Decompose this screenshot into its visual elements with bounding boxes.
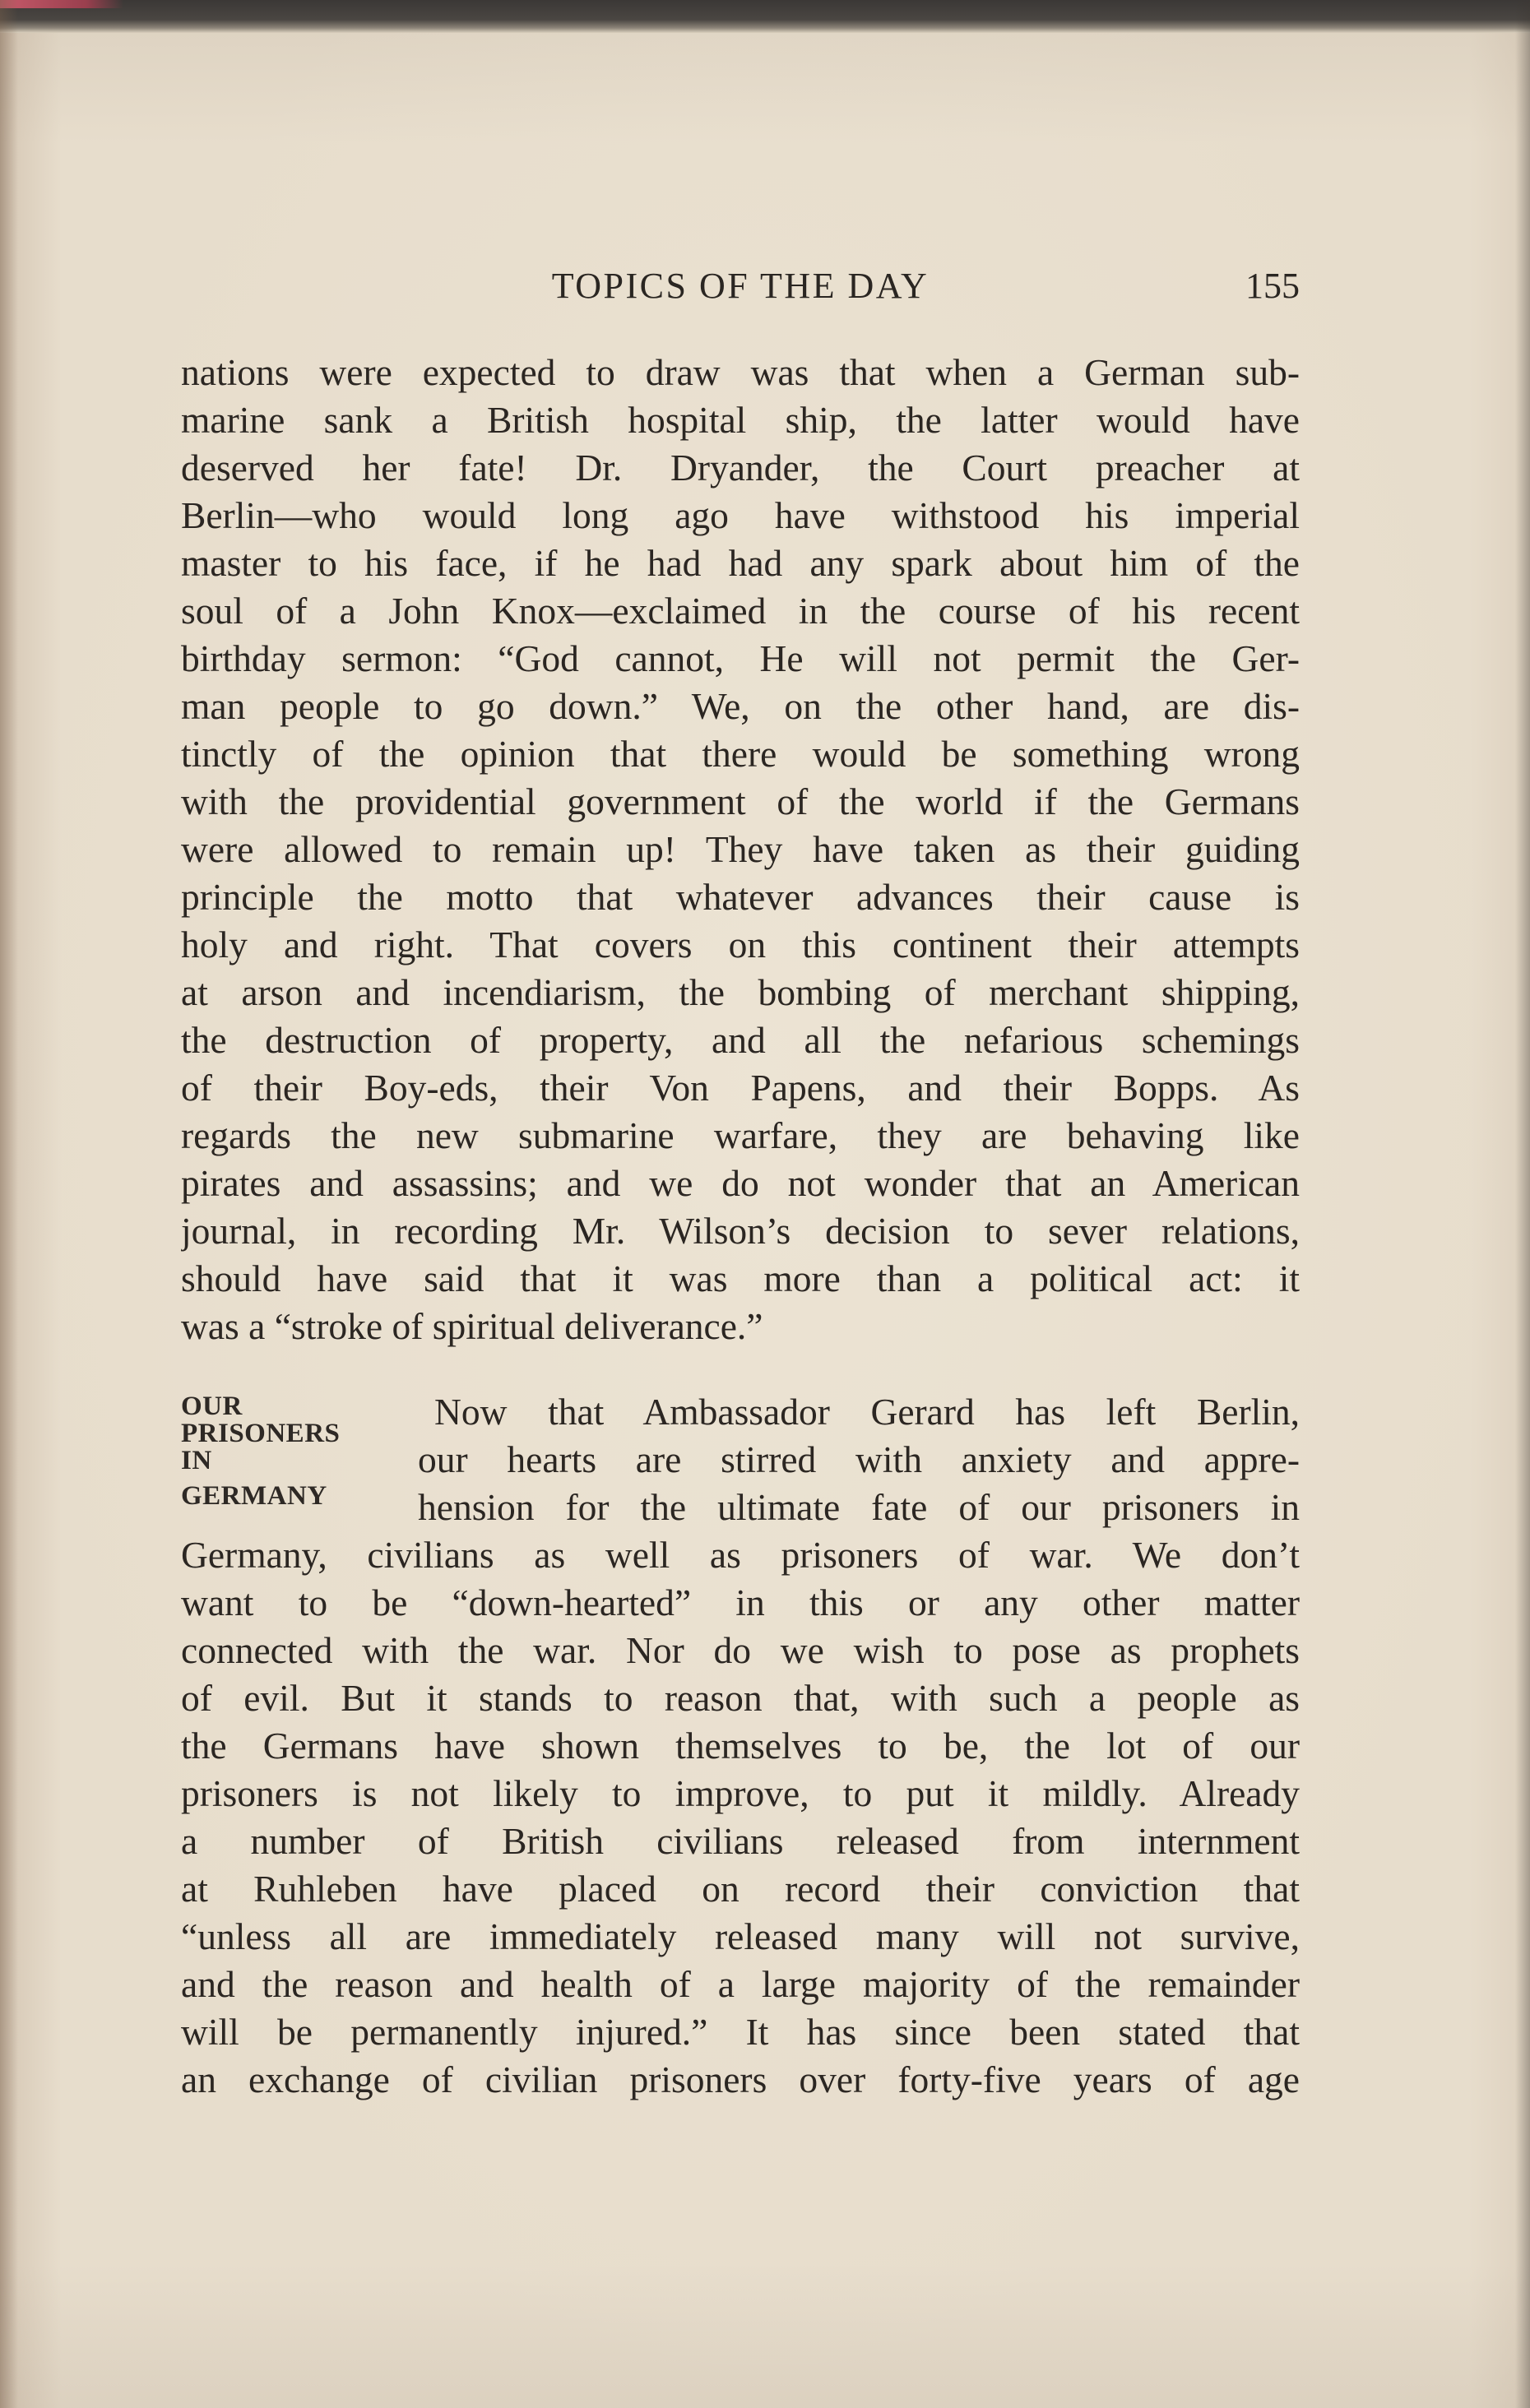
paragraph-1 (181, 349, 1300, 1350)
text-line: holy and right. That covers on this continent their attempts (181, 924, 1300, 966)
page-header (181, 262, 1300, 311)
text-line: the Germans have shown themselves to be, the lot of our (181, 1725, 1300, 1767)
text-line: Germany, civilians as well as prisoners of war. We don’t (181, 1534, 1300, 1576)
text-line: regards the new submarine warfare, they are behaving like (181, 1114, 1300, 1156)
text-line: and the reason and health of a large majority of the remainder (181, 1963, 1300, 2005)
text-line: tinctly of the opinion that there would be something wrong (181, 733, 1300, 775)
side-heading-line: GERMANY (181, 1481, 327, 1511)
text-line: the destruction of property, and all the nefarious schemings (181, 1019, 1300, 1061)
text-line: at arson and incendiarism, the bombing of merchant shipping, (181, 971, 1300, 1013)
text-line: were allowed to remain up! They have taken as their guiding (181, 828, 1300, 870)
text-line: an exchange of civilian prisoners over forty-five years of age (181, 2058, 1300, 2100)
text-line: “unless all are immediately released many will not survive, (181, 1915, 1300, 1957)
page-right-shadow (1515, 0, 1530, 2408)
book-top-edge (0, 0, 1530, 33)
side-heading-line: IN (181, 1446, 212, 1475)
text-line: want to be “down-hearted” in this or any other matter (181, 1581, 1300, 1623)
text-line: prisoners is not likely to improve, to put it mildly. Already (181, 1772, 1300, 1814)
text-line: deserved her fate! Dr. Dryander, the Court preacher at (181, 447, 1300, 489)
text-line: soul of a John Knox—exclaimed in the course of his recent (181, 590, 1300, 632)
text-line: with the providential government of the world if the Germans (181, 780, 1300, 822)
side-heading-line: PRISONERS (181, 1419, 341, 1448)
text-line: Berlin—who would long ago have withstood his imperial (181, 494, 1300, 536)
text-line: pirates and assassins; and we do not wonder that an American (181, 1162, 1300, 1204)
text-line: Now that Ambassador Gerard has left Berlin, (434, 1391, 1300, 1433)
text-line: man people to go down.” We, on the other hand, are dis- (181, 685, 1300, 727)
text-line: a number of British civilians released from internment (181, 1820, 1300, 1862)
text-line: should have said that it was more than a political act: it (181, 1257, 1300, 1299)
side-heading-line: OUR (181, 1392, 243, 1421)
text-line: our hearts are stirred with anxiety and appre- (418, 1438, 1300, 1480)
text-line: marine sank a British hospital ship, the latter would have (181, 399, 1300, 441)
text-line: at Ruhleben have placed on record their conviction that (181, 1868, 1300, 1910)
running-title: TOPICS OF THE DAY (551, 266, 930, 306)
text-line: journal, in recording Mr. Wilson’s decision to sever relations, (181, 1210, 1300, 1252)
page-gutter-shadow (0, 0, 18, 2408)
text-line: was a “stroke of spiritual deliverance.” (181, 1305, 763, 1347)
text-line: principle the motto that whatever advances their cause is (181, 876, 1300, 918)
text-line: of their Boy-eds, their Von Papens, and their Bopps. As (181, 1067, 1300, 1109)
text-line: hension for the ultimate fate of our prisoners in (418, 1486, 1300, 1528)
text-line: nations were expected to draw was that when a German sub- (181, 351, 1300, 393)
text-line: master to his face, if he had had any spark about him of the (181, 542, 1300, 584)
text-line: will be permanently injured.” It has since been stated that (181, 2011, 1300, 2053)
section-our-prisoners (181, 1388, 1300, 2104)
text-line: of evil. But it stands to reason that, with such a people as (181, 1677, 1300, 1719)
page-number: 155 (1245, 266, 1300, 306)
text-line: connected with the war. Nor do we wish to pose as prophets (181, 1629, 1300, 1671)
side-heading (181, 1393, 428, 1510)
text-line: birthday sermon: “God cannot, He will not permit the Ger- (181, 637, 1300, 679)
